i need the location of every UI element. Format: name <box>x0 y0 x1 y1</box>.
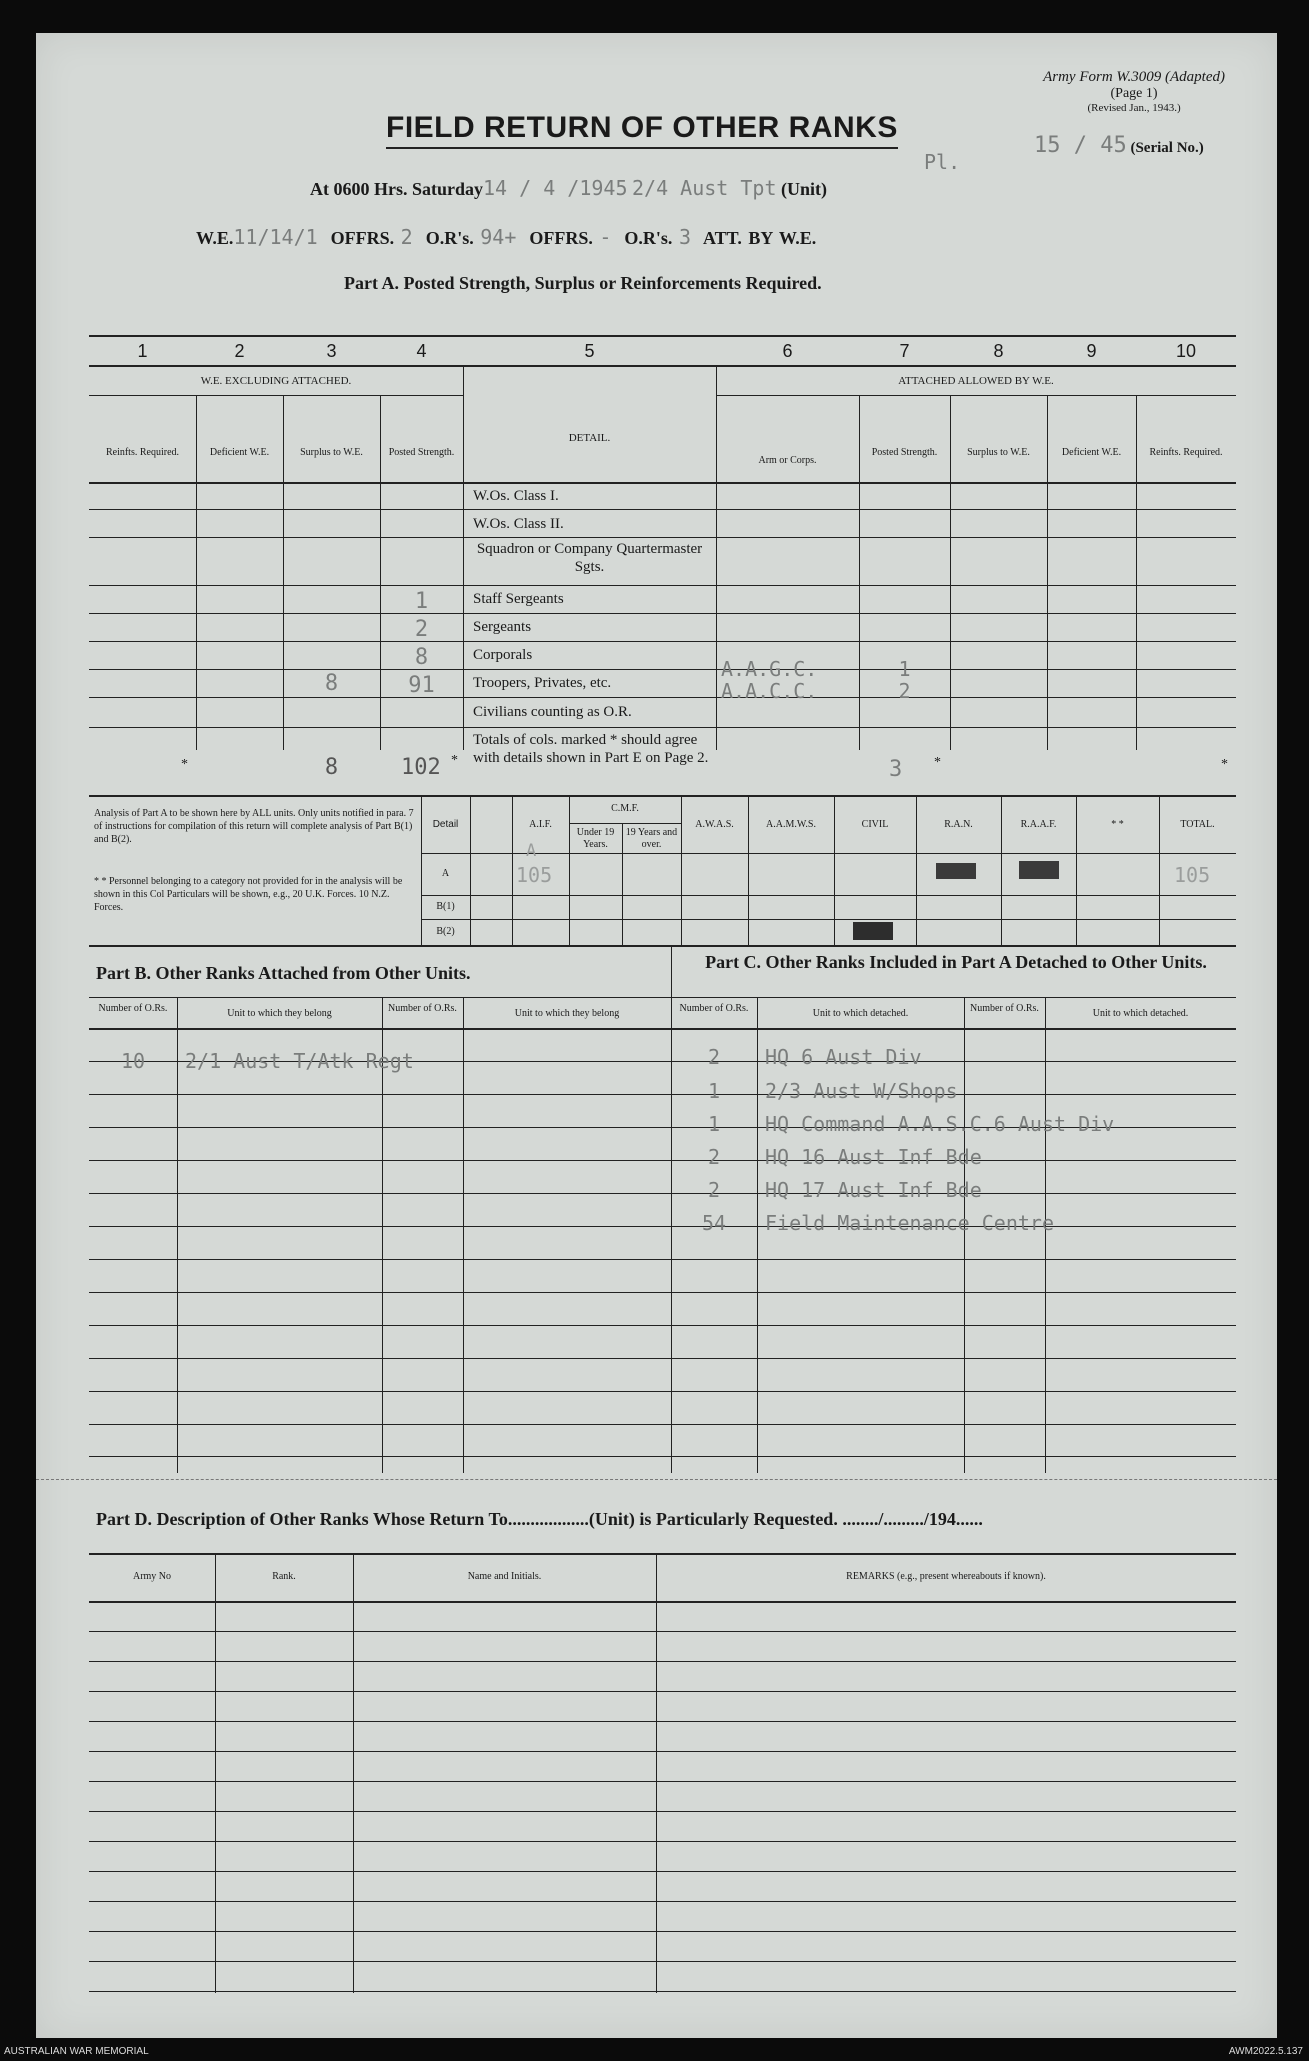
col-num-8: 8 <box>993 341 1004 361</box>
totals-surplus: 8 <box>324 755 339 780</box>
row-label-wo1: W.Os. Class I. <box>473 488 559 504</box>
part-c-title: Part C. Other Ranks Included in Part A Detached to Other Units. <box>705 952 1207 972</box>
posted2-cpl: 1 <box>898 657 911 681</box>
analysis-header-aamws: A.A.M.W.S. <box>766 819 816 830</box>
analysis-header-19over: 19 Years and over. <box>625 827 678 850</box>
analysis-header-awas: A.W.A.S. <box>695 819 734 830</box>
serial-value: 15 / 45 <box>1034 133 1127 158</box>
part-d-title: Part D. Description of Other Ranks Whose Return To..................(Unit) is Particularly Requested. ......../........./194...... <box>96 1509 983 1529</box>
row-label-civ: Civilians counting as O.R. <box>473 704 632 720</box>
posted-staff-sgt: 1 <box>414 589 429 614</box>
analysis-header-other: * * <box>1111 819 1124 830</box>
col-num-10: 10 <box>1175 341 1197 361</box>
at-line <box>310 176 1130 200</box>
part-c-entry-num-5: 2 <box>707 1178 721 1202</box>
sub-header-reinfts2: Reinfts. Required. <box>1149 447 1223 458</box>
att-label: ATT. BY W.E. <box>703 228 817 248</box>
offrs-value: 2 <box>400 225 413 249</box>
row-label-staff-sgt: Staff Sergeants <box>473 591 564 607</box>
part-b-entry-unit: 2/1 Aust T/Atk Regt <box>185 1049 414 1073</box>
form-page-number: (Page 1) <box>1110 86 1158 101</box>
part-c-entry-num-6: 54 <box>701 1211 727 1235</box>
part-c-entry-unit-3: HQ Command A.A.S.C.6 Aust Div <box>765 1112 1115 1136</box>
offrs-label: OFFRS. <box>330 228 395 248</box>
analysis-row-a: A <box>441 868 450 879</box>
we-value: 11/14/1 <box>233 225 318 249</box>
analysis-header-detail: Detail <box>432 819 459 830</box>
part-d-header-army-no: Army No <box>132 1571 172 1582</box>
part-c-header-unit2: Unit to which detached. <box>1092 1008 1189 1019</box>
part-c-entry-unit-2: 2/3 Aust W/Shops <box>765 1079 958 1103</box>
star-1: * <box>181 757 188 772</box>
unit-value: 2/4 Aust Tpt <box>632 176 777 200</box>
sub-header-surplus2: Surplus to W.E. <box>967 447 1030 458</box>
offrs2-value: - <box>599 225 612 249</box>
row-label-qm: Squadron or Company Quartermaster Sgts. <box>476 541 703 575</box>
col-num-3: 3 <box>326 341 337 361</box>
sub-header-surplus: Surplus to W.E. <box>300 447 363 458</box>
sub-header-posted: Posted Strength. <box>388 447 455 458</box>
date-value: 14 / 4 /194 <box>483 176 616 200</box>
part-c-entry-num-1: 2 <box>707 1045 721 1069</box>
ors-label: O.R's. <box>425 228 474 248</box>
totals-label: Totals of cols. marked * should agree with details shown in Part E on Page 2. <box>473 732 709 766</box>
group-left-header: W.E. EXCLUDING ATTACHED. <box>200 375 352 387</box>
arm-pte: A.A.C.C. <box>721 679 818 703</box>
part-c-entry-num-3: 1 <box>707 1112 721 1136</box>
we-line <box>196 225 1156 249</box>
part-c-entry-num-4: 2 <box>707 1145 721 1169</box>
serial-label: (Serial No.) <box>1130 140 1204 156</box>
analysis-aif-a-mark: A <box>526 841 537 861</box>
redaction-ran <box>936 863 976 879</box>
totals-posted: 102 <box>401 755 441 780</box>
analysis-header-civil: CIVIL <box>861 819 889 830</box>
star-2: * <box>451 753 458 768</box>
part-c-entry-unit-6: Field Maintenance Centre <box>765 1211 1054 1235</box>
sub-header-arm: Arm or Corps. <box>758 455 817 466</box>
part-c-header-num1: Number of O.Rs. <box>679 1003 749 1014</box>
star-3: * <box>934 755 941 770</box>
posted-pte: 91 <box>408 673 435 698</box>
analysis-header-cmf: C.M.F. <box>611 803 639 814</box>
part-a-title: Part A. Posted Strength, Surplus or Reinforcements Required. <box>344 273 822 293</box>
form-revised: (Revised Jan., 1943.) <box>1087 102 1181 114</box>
part-a-table <box>89 335 1236 795</box>
form-page <box>36 33 1277 2038</box>
analysis-note-1: Analysis of Part A to be shown here by ALL units. Only units notified in para. 7 of instructions for compilation of this return will complete analysis of Part B(1) and B(2). <box>94 808 414 845</box>
detail-header: DETAIL. <box>568 432 611 444</box>
serial-number <box>1034 133 1244 158</box>
analysis-header-total: TOTAL. <box>1180 819 1215 830</box>
sub-header-posted2: Posted Strength. <box>871 447 938 458</box>
analysis-header-raaf: R.A.A.F. <box>1020 819 1057 830</box>
row-label-wo2: W.Os. Class II. <box>473 516 564 532</box>
unit-label: (Unit) <box>781 179 828 199</box>
col-num-6: 6 <box>782 341 793 361</box>
analysis-aif-a: 105 <box>516 863 553 887</box>
footer-left: AUSTRALIAN WAR MEMORIAL <box>4 2046 149 2057</box>
row-label-sgt: Sergeants <box>473 619 532 635</box>
posted-sgt: 2 <box>414 617 429 642</box>
row-label-cpl: Corporals <box>473 647 533 663</box>
star-4: * <box>1221 757 1228 772</box>
analysis-header-aif: A.I.F. <box>529 819 552 830</box>
sub-header-deficient: Deficient W.E. <box>209 447 270 458</box>
redaction-raaf <box>1019 861 1059 879</box>
part-d-header-name: Name and Initials. <box>467 1571 542 1582</box>
part-c-entry-unit-4: HQ 16 Aust Inf Bde <box>765 1145 982 1169</box>
part-b-title: Part B. Other Ranks Attached from Other Units. <box>96 963 471 983</box>
form-id: Army Form W.3009 (Adapted) <box>1043 69 1225 85</box>
surplus-pte: 8 <box>324 671 339 696</box>
part-b-entry-num: 10 <box>120 1049 146 1073</box>
at-label: At 0600 Hrs. Saturday <box>310 179 484 199</box>
col-num-5: 5 <box>584 341 595 361</box>
analysis-total-a: 105 <box>1174 863 1211 887</box>
analysis-row-b2: B(2) <box>436 926 455 937</box>
part-c-entry-unit-5: HQ 17 Aust Inf Bde <box>765 1178 982 1202</box>
part-c-entry-unit-1: HQ 6 Aust Div <box>765 1045 922 1069</box>
sub-header-deficient2: Deficient W.E. <box>1061 447 1122 458</box>
col-num-9: 9 <box>1086 341 1097 361</box>
redaction-civil <box>853 922 893 940</box>
part-b-header-unit1: Unit to which they belong <box>227 1008 332 1019</box>
part-bc-table <box>89 945 1236 1485</box>
part-c-header-num2: Number of O.Rs. <box>970 1003 1039 1014</box>
sub-header-reinfts: Reinfts. Required. <box>105 447 180 458</box>
part-c-entry-num-2: 1 <box>707 1079 721 1103</box>
col-num-4: 4 <box>416 341 427 361</box>
analysis-row-b1: B(1) <box>436 901 455 912</box>
part-d-header-remarks: REMARKS (e.g., present whereabouts if known). <box>846 1571 1046 1582</box>
ors-value: 94+ <box>480 225 517 249</box>
part-d-table <box>89 1553 1236 2013</box>
we-label: W.E. <box>196 228 234 248</box>
analysis-table <box>89 795 1236 945</box>
unit-extra: Pl. <box>924 150 961 174</box>
ors2-value: 3 <box>678 225 691 249</box>
part-c-header-unit1: Unit to which detached. <box>812 1008 909 1019</box>
col-num-1: 1 <box>137 341 148 361</box>
group-right-header: ATTACHED ALLOWED BY W.E. <box>898 375 1054 387</box>
part-b-header-num2: Number of O.Rs. <box>388 1003 457 1014</box>
totals-posted2: 3 <box>889 757 903 782</box>
part-b-header-unit2: Unit to which they belong <box>514 1008 620 1019</box>
form-title: FIELD RETURN OF OTHER RANKS <box>386 111 898 149</box>
perforation-line <box>36 1479 1277 1480</box>
part-b-header-num1: Number of O.Rs. <box>98 1003 168 1014</box>
form-id-block <box>1043 69 1225 114</box>
analysis-note-2: * * Personnel belonging to a category not provided for in the analysis will be shown in this Col Particulars will be shown, e.g., 20 U.K. Forces. 10 N.Z. Forces. <box>94 876 403 913</box>
year-digit: 5 <box>615 176 628 200</box>
analysis-header-under19: Under 19 Years. <box>576 827 615 850</box>
arm-cpl: A.A.G.C. <box>721 657 818 681</box>
analysis-header-ran: R.A.N. <box>944 819 973 830</box>
footer-right: AWM2022.5.137 <box>1228 2046 1303 2057</box>
part-d-header-rank: Rank. <box>272 1571 296 1582</box>
ors2-label: O.R's. <box>624 228 673 248</box>
col-num-7: 7 <box>899 341 910 361</box>
col-num-2: 2 <box>234 341 245 361</box>
row-label-pte: Troopers, Privates, etc. <box>473 675 612 691</box>
posted-cpl: 8 <box>414 645 429 670</box>
offrs2-label: OFFRS. <box>529 228 593 248</box>
posted2-pte: 2 <box>898 679 911 703</box>
